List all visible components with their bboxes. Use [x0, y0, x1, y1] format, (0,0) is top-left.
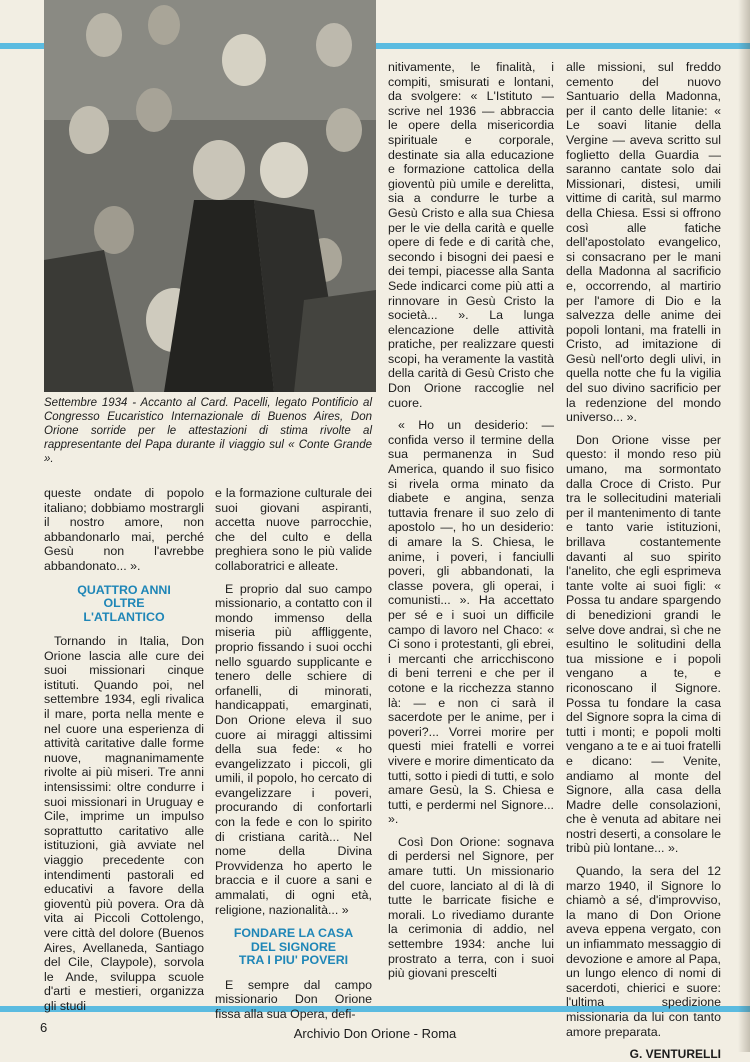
paragraph: queste ondate di popolo italiano; dobbiamo mostrargli il nostro amore, non abbandonarlo mai, perché Gesù non l'avrebbe abbandonato... ». — [44, 486, 204, 573]
paragraph: Tornando in Italia, Don Orione lascia alle cure dei suoi missionari cinque istituti. Quando poi, nel settembre 1934, egli rivalica il mare, porta nella mente e nel cuore una esperienza di attività caritative dalle forme nuove, magnanimamente rivolte ai più miseri. Tre anni intensissimi: oltre condurre i suoi missionari in Uruguay e Cile, imprime un impulso soprattutto caritativo alle istituzioni, già avviate nel viaggio precedente con intendimenti pastorali ed educativi a favore della gioventù più povera. Ora dà vita ai Piccoli Cottolengo, vere città del dolore (Buenos Aires, Avellaneda, Santiago del Cile, Claypole), sorvola le Ande, sviluppa scuole d'arti e mestieri, organizza gli studi — [44, 634, 204, 1013]
author-signature: G. VENTURELLI — [629, 1047, 721, 1062]
paragraph: Quando, la sera del 12 marzo 1940, il Signore lo chiamò a sé, d'improvviso, la mano di Don Orione aveva eppena vergato, con un infiammato messaggio di devozione e amore al Papa, un lungo elenco di nomi di sacerdoti, chierici e suore: l'ultima spedizione missionaria da lui con tanto amore preparata. — [566, 864, 721, 1039]
paragraph: E proprio dal suo campo missionario, a contatto con il mondo immenso della miseria più affliggente, proprio fissando i suoi occhi nello sguardo supplicante e tenero delle schiere di orfanelli, di minorati, handicappati, emarginati, Don Orione eleva il suo cuore ai miraggi altissimi della sua fede: « ho evangelizzato i piccoli, gli umili, il popolo, ho cercato di evangelizzare i poveri, procurando di confortarli con la fede e con lo spirito di cristiana carità... Nel nome della Divina Provvidenza ho aperto le braccia e il cuore a sani e ammalati, di ogni età, religione, nazionalità... » — [215, 581, 372, 917]
column-4 — [566, 60, 721, 1062]
paragraph: nitivamente, le finalità, i compiti, smisurati e lontani, da svolgere: « L'Istituto — scrive nel 1936 — abbraccia le opere della misericordia spirituale e corporale, destinate sia alla educazione e formazione cattolica della gioventù più umile e derelitta, sia a condurre le turbe a Gesù Cristo e alla sua Chiesa per le vie della carità e quelle opere di fede e di carità che, secondo i bisogni dei paesi e dei tempi, piacesse alla Santa Sede indicarci come più atti a rinnovare in Gesù Cristo la società... ». La lunga elencazione delle attività pratiche, per realizzare questi scopi, ha veramente la vastità della carità di Gesù Cristo che Don Orione raccoglie nel cuore. — [388, 60, 554, 410]
paragraph: e la formazione culturale dei suoi giovani aspiranti, accetta nuove parrocchie, che del culto e della preghiera sono le più valide collaboratrici e alleate. — [215, 486, 372, 573]
heading-line: DEL SIGNORE — [250, 939, 337, 954]
archive-footer: Archivio Don Orione - Roma — [293, 1026, 457, 1041]
page-edge-shadow — [738, 0, 750, 1052]
paragraph: E sempre dal campo missionario Don Orione fissa alla sua Opera, defi- — [215, 977, 372, 1021]
heading-line: OLTRE — [103, 596, 145, 611]
column-1 — [44, 486, 204, 1022]
heading-line: FONDARE LA CASA — [233, 926, 354, 941]
historical-photo — [44, 0, 376, 392]
paragraph: alle missioni, sul freddo cemento del nuovo Santuario della Madonna, per il canto delle litanie: « Le soavi litanie della Vergine — aveva scritto sul foglietto della Guardia — saranno cantate solo dai Missionari, distesi, umili vittime di carità, sul marmo della Chiesa. Essi si offrono così alle fatiche dell'apostolato evangelico, si consacrano per le mani della Madonna al sacrificio e, occorrendo, al martirio per l'amore di Dio e la salvezza delle anime dei popoli lontani, ma fratelli in Cristo, ad imitazione di Gesù nell'orto degli ulivi, in quella notte che fu la vigilia del suo divino sacrificio per la redenzione del mondo universo... ». — [566, 60, 721, 425]
section-heading-fondare-la-casa — [215, 927, 372, 968]
photo-caption: Settembre 1934 - Accanto al Card. Pacelli, legato Pontificio al Congresso Eucaristico Internazionale di Buenos Aires, Don Orione sorride per le attestazioni di stima rivolte al rappresentante del Papa durante il viaggio sul « Conte Grande ». — [44, 397, 372, 465]
column-2 — [215, 486, 372, 1030]
heading-line: TRA I PIU' POVERI — [238, 953, 349, 968]
paragraph: Così Don Orione: sognava di perdersi nel Signore, per amare tutti. Un missionario del cuore, lanciato al di là di tutte le barricate fisiche e morali. Lo rivediamo durante la cerimonia di addio, nel settembre 1934: anche lui prostrato a terra, con i suoi più giovani prescelti — [388, 834, 554, 981]
heading-line: L'ATLANTICO — [83, 609, 165, 624]
section-heading-quattro-anni — [44, 584, 204, 625]
column-3 — [388, 60, 554, 989]
crowd-photo-icon — [44, 0, 376, 392]
page-number: 6 — [40, 1020, 48, 1035]
paragraph: Don Orione visse per questo: il mondo reso più umano, ma sormontato dalla Croce di Cristo. Pur tra le sollecitudini materiali per il mantenimento di tante e tanto varie istituzioni, brillava costantemente davanti al suo spirito l'anelito, che egli esprimeva tante volte ai suoi figli: « Possa tu andare spargendo di benedizioni grandi le selve dove andrai, sì che ne esultino le solitudini della tua missione e i popoli vengano a te, e riconoscano il Signore. Possa tu fondare la casa del Signore sopra la cima di tutti i monti; e popoli molti vengano a te e ai tuoi fratelli e dicano: — Venite, andiamo al monte del Signore, alla casa della Madre delle consolazioni, che è venuta ad abitare nei nostri deserti, a consolare le tribù più lontane... ». — [566, 432, 721, 856]
paragraph: « Ho un desiderio: — confida verso il termine della sua permanenza in Sud America, quando il suo fisico si rivela orma minato da diabete e angina, senza tuttavia frenare il suo zelo di apostolo —, ho un desiderio: di amare la S. Chiesa, le anime, i poveri, i fanciulli poveri, gli abbandonati, la classe povera, gli operai, i comunisti... ». Ha accettato per sé e i suoi un difficile campo di lavoro nel Chaco: « Ci sono i protestanti, gli ebrei, i mercanti che arricchiscono di beni terreni e che per il cotone e la ricchezza stanno là: — e non ci sarà il sacerdote per le anime, per i poveri?... Vorrei morire per questi miei fratelli e vorrei vivere e morire dimenticato da tutti, sotto i piedi di tutti, e solo amare Gesù, la S. Chiesa e tutti, e perdermi nel Signore... ». — [388, 418, 554, 827]
heading-line: QUATTRO ANNI — [77, 582, 171, 597]
